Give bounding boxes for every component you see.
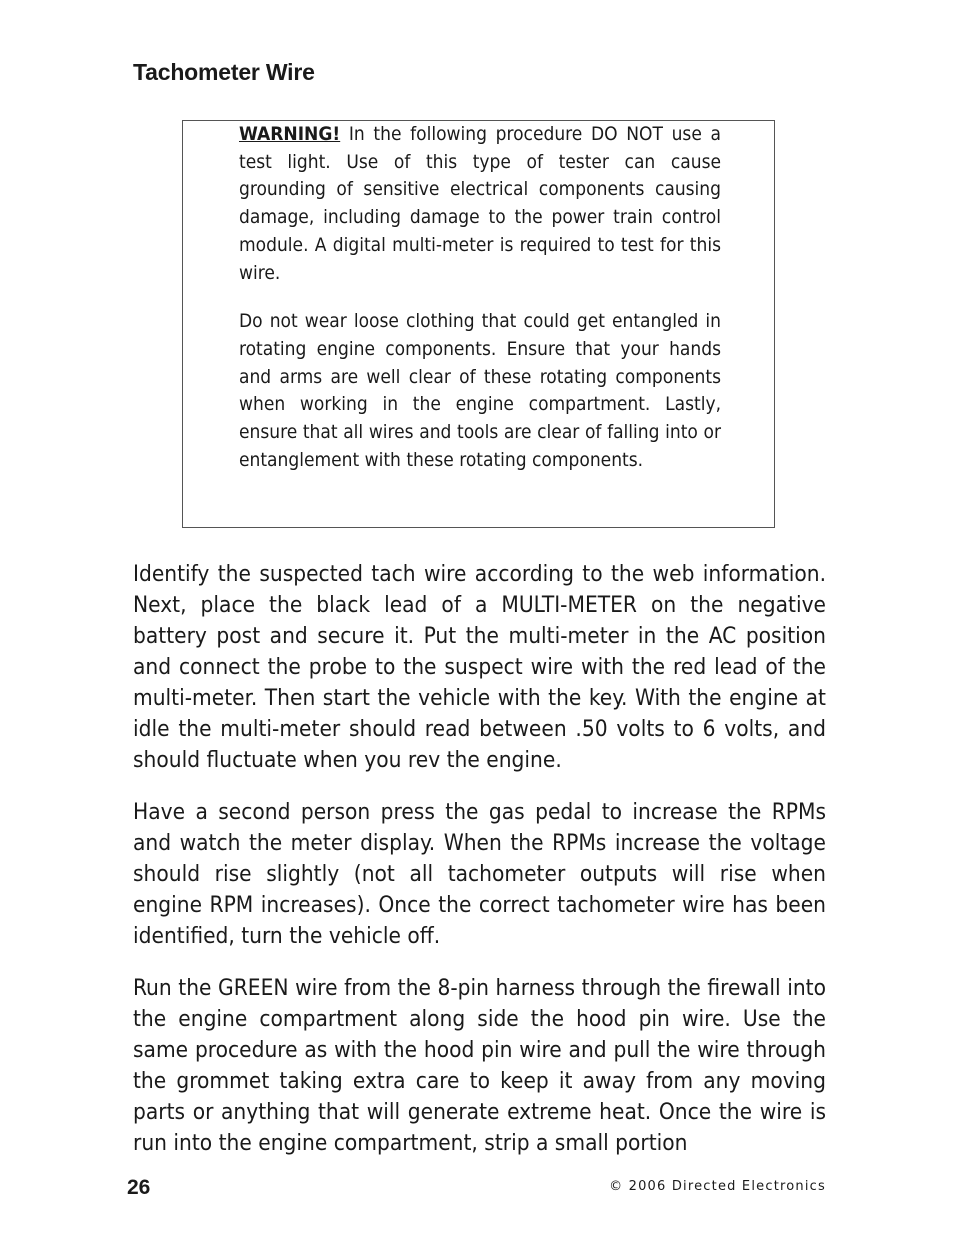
copyright-notice: © 2006 Directed Electronics: [609, 1179, 826, 1194]
body-text: [133, 559, 826, 1180]
warning-paragraph-1: [239, 121, 721, 287]
warning-paragraph-2: Do not wear loose clothing that could get entangled in rotating engine components. Ensure that your hands and arms are well clear of these rotating components when working in the engine compartment. Lastly, ensure that all wires and tools are clear of falling into or entanglement with these rotating components.: [239, 310, 721, 471]
warning-label: WARNING!: [239, 123, 341, 145]
warning-box: [182, 120, 775, 528]
page-number: 26: [127, 1176, 151, 1199]
warning-content: [239, 121, 721, 474]
body-paragraph-2: Have a second person press the gas pedal to increase the RPMs and watch the meter display. When the RPMs increase the voltage should rise slightly (not all tachometer outputs will rise when engine RPM increases). Once the correct tachometer wire has been identified, turn the vehicle off.: [133, 799, 826, 949]
body-paragraph-1: Identify the suspected tach wire according to the web information. Next, place the black lead of a MULTI-METER on the negative battery post and secure it. Put the multi-meter in the AC position and connect the probe to the suspect wire with the red lead of the multi-meter. Then start the vehicle with the key. With the engine at idle the multi-meter should read between .50 volts to 6 volts, and should fluctuate when you rev the engine.: [133, 561, 826, 773]
section-heading: Tachometer Wire: [133, 59, 315, 85]
body-paragraph-3: Run the GREEN wire from the 8-pin harness through the firewall into the engine compartment along side the hood pin wire. Use the same procedure as with the hood pin wire and pull the wire through the grommet taking extra care to keep it away from any moving parts or anything that will generate extreme heat. Once the wire is run into the engine compartment, strip a small portion: [133, 975, 826, 1156]
warning-text-1: In the following procedure DO NOT use a test light. Use of this type of tester can cause grounding of sensitive electrical components causing damage, including damage to the power train control module. A digital multi-meter is required to test for this wire.: [239, 123, 721, 284]
